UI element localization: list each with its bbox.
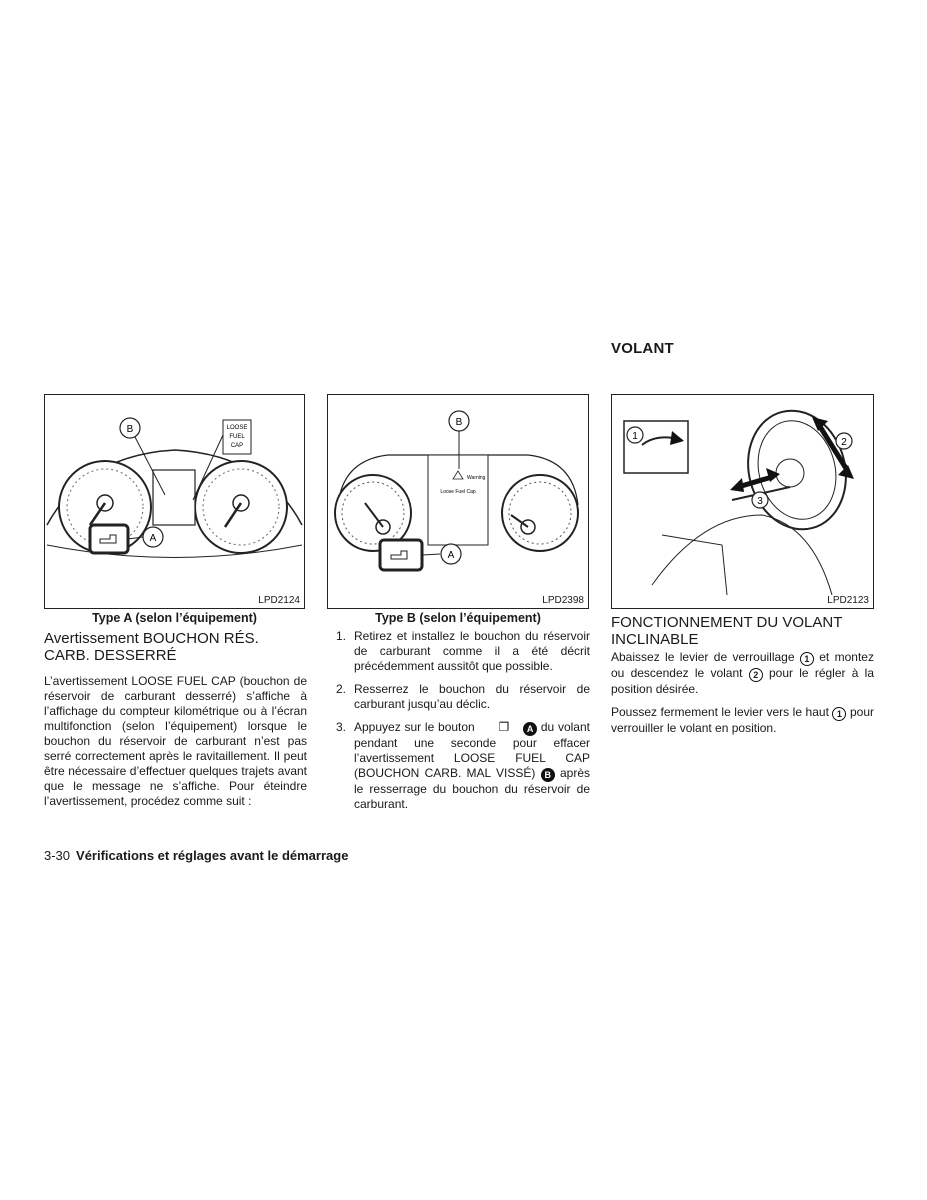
display-line-1: Warning	[467, 475, 486, 481]
display-line-1: LOOSE	[226, 425, 248, 431]
text: pour le régler à la position désirée.	[611, 666, 874, 696]
marker-1: 1	[800, 652, 814, 666]
step-2	[336, 682, 590, 712]
step-1	[336, 629, 590, 674]
callout-a: A	[149, 533, 157, 544]
figure-type-a	[44, 394, 305, 609]
page-footer	[44, 848, 348, 863]
step-text-mid: du volant pendant une seconde pour effacer l’avertissement LOOSE FUEL CAP (BOUCHON CARB. MAL VISSÉ)	[354, 720, 590, 780]
step-3	[336, 720, 590, 812]
col1-heading: Avertissement BOUCHON RÉS. CARB. DESSERRÉ	[44, 630, 259, 664]
callout-b: B	[455, 417, 463, 428]
text: Poussez fermement le levier vers le haut	[611, 705, 829, 719]
step-number: 3.	[336, 720, 347, 734]
instrument-cluster-illustration	[45, 395, 304, 608]
step-text: Retirez et installez le bouchon du réservoir de carburant comme il a été décrit précédemment aussitôt que possible.	[354, 629, 590, 673]
figure-code: LPD2123	[827, 595, 869, 606]
col3-paragraph-1	[611, 650, 874, 697]
col3-heading: FONCTIONNEMENT DU VOLANT INCLINABLE	[611, 614, 843, 648]
figure-code: LPD2398	[542, 595, 584, 606]
callout-b: B	[126, 424, 134, 435]
figure-type-b	[327, 394, 589, 609]
step-number: 1.	[336, 629, 347, 643]
marker-2: 2	[749, 668, 763, 682]
callout-1: 1	[632, 431, 638, 442]
instrument-cluster-illustration	[328, 395, 588, 608]
figure-b-caption: Type B (selon l’équipement)	[375, 611, 541, 625]
display-line-2: FUEL	[229, 434, 245, 440]
text: et montez ou descendez le volant	[611, 650, 874, 680]
col3-paragraph-2	[611, 705, 874, 736]
steering-wheel-illustration	[612, 395, 873, 608]
text: pour verrouiller le volant en position.	[611, 705, 874, 735]
step-text-post: après le resserrage du bouchon du réservoir de carburant.	[354, 766, 590, 811]
display-line-3: CAP	[230, 443, 244, 449]
page-number: 3-30	[44, 848, 71, 863]
figure-steering-tilt	[611, 394, 874, 609]
figure-a-caption: Type A (selon l’équipement)	[92, 611, 257, 625]
col1-paragraph: L’avertissement LOOSE FUEL CAP (bouchon de réservoir de carburant desserré) s’affiche à l’affichage du compteur kilométrique ou à l’écran multifonction (selon l’équipement) lorsque le bouchon du réservoir de carburant n’est pas serré correctement après le ravitaillement. Il peut être nécessaire d’effectuer quelques trajets avant que le message ne s’affiche. Pour éteindre l’avertissement, procédez comme suit :	[44, 674, 307, 808]
figure-code: LPD2124	[258, 595, 300, 606]
col2-steps	[336, 629, 590, 820]
display-line-2: Loose Fuel Cap	[440, 489, 476, 495]
chapter-title: Vérifications et réglages avant le démarrage	[76, 848, 349, 863]
col3-text	[611, 650, 874, 743]
callout-2: 2	[841, 437, 847, 448]
display-button-icon: ❐	[498, 720, 510, 734]
text: Abaissez le levier de verrouillage	[611, 650, 795, 664]
callout-3: 3	[757, 496, 763, 507]
col1-text	[44, 674, 307, 816]
step-number: 2.	[336, 682, 347, 696]
section-title: VOLANT	[611, 340, 674, 357]
marker-a: A	[523, 722, 537, 736]
callout-a: A	[447, 550, 455, 561]
step-text-pre: Appuyez sur le bouton	[354, 720, 475, 734]
step-text: Resserrez le bouchon du réservoir de carburant jusqu’au déclic.	[354, 682, 590, 711]
marker-b: B	[541, 768, 555, 782]
marker-1: 1	[832, 707, 846, 721]
